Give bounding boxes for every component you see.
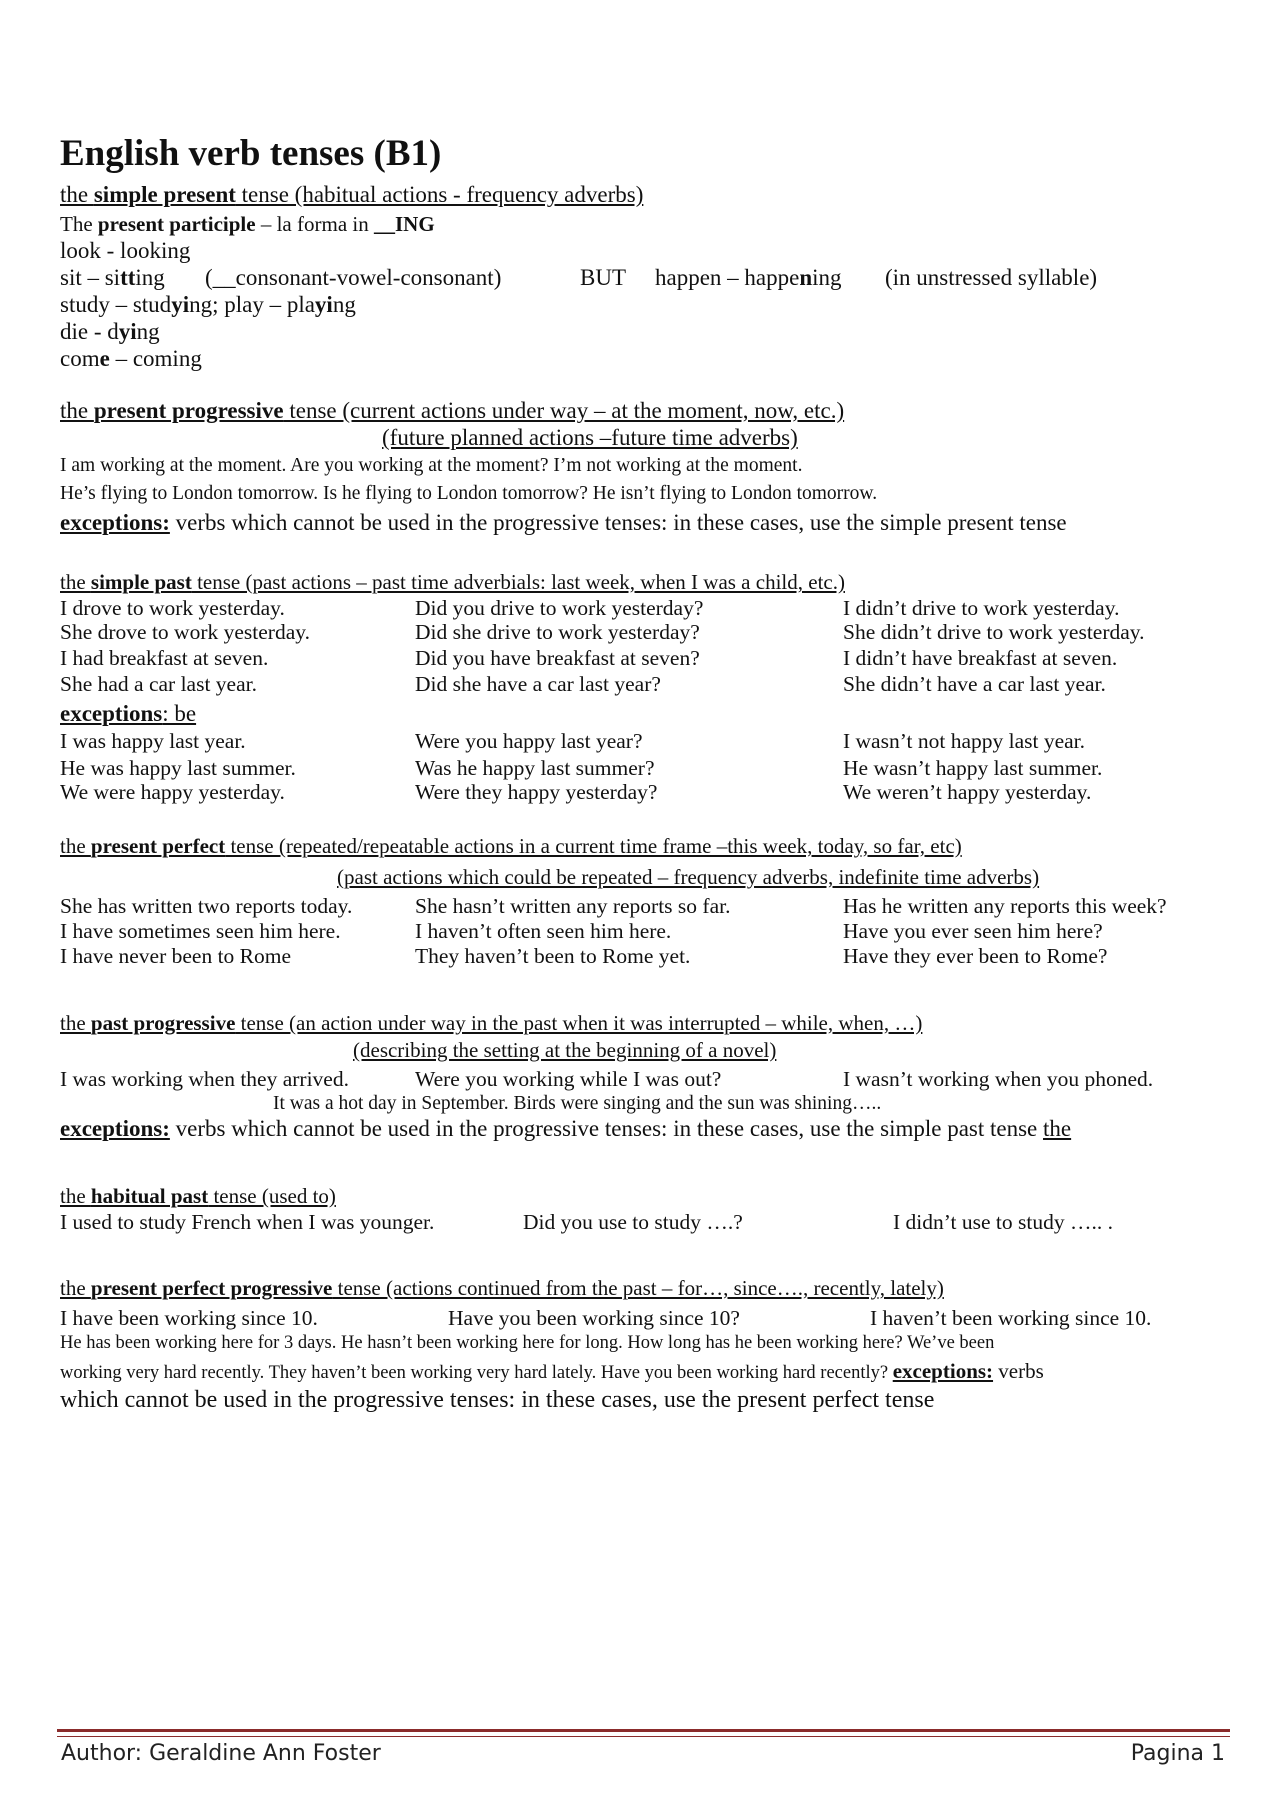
heading-subline: (past actions which could be repeated – frequency adverbs, indefinite time adverbs) — [337, 865, 1040, 889]
paragraph-line — [60, 1359, 1044, 1384]
tense-name: simple present — [93, 182, 236, 207]
document-title: English verb tenses (B1) — [60, 133, 442, 174]
but-word: BUT — [580, 265, 626, 290]
rule-note: (in unstressed syllable) — [885, 265, 1098, 290]
exceptions-text: : be — [162, 701, 197, 726]
habitual-past-heading — [60, 1184, 336, 1208]
novel-example: It was a hot day in September. Birds were singing and the sun was shining….. — [273, 1093, 882, 1114]
negative-cell: I haven’t been working since 10. — [870, 1306, 1152, 1330]
footer-divider — [57, 1729, 1230, 1737]
heading-prefix: the — [60, 834, 91, 858]
heading-description: tense (repeated/repeatable actions in a current time frame –this week, today, so far, etc) — [225, 834, 962, 858]
text: – coming — [109, 346, 202, 371]
footer-author: Author: Geraldine Ann Foster — [61, 1741, 381, 1766]
affirmative-cell: I drove to work yesterday. — [60, 596, 285, 620]
exceptions-label: exceptions: — [892, 1359, 994, 1383]
bold-letters: n — [799, 265, 813, 290]
bold-letters: yi — [118, 319, 137, 344]
tense-name: present progressive — [93, 398, 284, 423]
question-cell: Were you happy last year? — [415, 729, 643, 753]
bold-term: __ING — [373, 212, 435, 236]
question-cell: Have you been working since 10? — [448, 1306, 740, 1330]
heading-description: tense (past actions – past time adverbials: last week, when I was a child, etc.) — [191, 570, 845, 594]
footer-page-number: Pagina 1 — [1130, 1741, 1225, 1766]
question-cell: Were you working while I was out? — [415, 1067, 722, 1091]
question-cell: Have they ever been to Rome? — [843, 944, 1108, 968]
bold-letters: yi — [314, 292, 333, 317]
negative-cell: She didn’t drive to work yesterday. — [843, 620, 1145, 644]
paragraph-line: which cannot be used in the progressive tenses: in these cases, use the present perfect tense — [60, 1387, 935, 1413]
negative-cell: She hasn’t written any reports so far. — [415, 894, 731, 918]
example-line — [60, 292, 356, 318]
tense-name: present perfect — [90, 834, 226, 858]
bold-letters: tt — [120, 265, 136, 290]
affirmative-cell: I have been working since 10. — [60, 1306, 318, 1330]
affirmative-cell: I was working when they arrived. — [60, 1067, 349, 1091]
simple-present-heading — [60, 182, 643, 208]
text: die - d — [60, 319, 119, 344]
past-progressive-heading — [60, 1011, 922, 1035]
simple-past-heading — [60, 570, 845, 594]
question-cell: Was he happy last summer? — [415, 756, 655, 780]
heading-prefix: the — [60, 182, 94, 207]
negative-cell: He wasn’t happy last summer. — [843, 756, 1103, 780]
affirmative-cell: She has written two reports today. — [60, 894, 353, 918]
affirmative-cell: I was happy last year. — [60, 729, 246, 753]
tense-name: simple past — [90, 570, 192, 594]
question-cell: Has he written any reports this week? — [843, 894, 1167, 918]
exceptions-text: verbs which cannot be used in the progressive tenses: in these cases, use the simple past tense — [169, 1116, 1044, 1141]
heading-description: tense (actions continued from the past – for…, since…., recently, lately) — [332, 1276, 944, 1300]
question-cell: Have you ever seen him here? — [843, 919, 1103, 943]
heading-subline: (describing the setting at the beginning of a novel) — [353, 1038, 777, 1062]
negative-cell: I didn’t drive to work yesterday. — [843, 596, 1120, 620]
text: sit – si — [60, 265, 121, 290]
exceptions-line — [60, 1116, 1071, 1142]
question-cell: Did you drive to work yesterday? — [415, 596, 704, 620]
exceptions-line — [60, 701, 196, 727]
affirmative-cell: She had a car last year. — [60, 672, 257, 696]
tense-name: past progressive — [90, 1011, 236, 1035]
example-line — [60, 346, 202, 372]
negative-cell: We weren’t happy yesterday. — [843, 780, 1092, 804]
text: ing — [135, 265, 165, 290]
heading-description: tense (current actions under way – at the moment, now, etc.) — [283, 398, 845, 423]
present-progressive-heading — [60, 398, 844, 424]
negative-cell: She didn’t have a car last year. — [843, 672, 1106, 696]
text: ng — [332, 292, 356, 317]
example-line: He’s flying to London tomorrow. Is he flying to London tomorrow? He isn’t flying to London tomorrow. — [60, 483, 878, 504]
negative-cell: I didn’t use to study ….. . — [893, 1210, 1113, 1234]
text: com — [60, 346, 100, 371]
exceptions-tail: the — [1043, 1116, 1072, 1141]
affirmative-cell: She drove to work yesterday. — [60, 620, 310, 644]
negative-cell: I wasn’t working when you phoned. — [843, 1067, 1154, 1091]
bold-letters: e — [99, 346, 110, 371]
tense-name: present perfect progressive — [90, 1276, 333, 1300]
example-line — [60, 265, 1098, 291]
negative-cell: I wasn’t not happy last year. — [843, 729, 1086, 753]
affirmative-cell: I have never been to Rome — [60, 944, 292, 968]
rule-note: (__consonant-vowel-consonant) — [205, 265, 502, 290]
exceptions-label: exceptions: — [60, 1116, 170, 1141]
present-participle-line — [60, 212, 435, 236]
heading-prefix: the — [60, 1276, 91, 1300]
text: study – stud — [60, 292, 172, 317]
bold-term: present participle — [97, 212, 256, 236]
negative-cell: They haven’t been to Rome yet. — [415, 944, 691, 968]
heading-subline: (future planned actions –future time adverbs) — [382, 425, 798, 450]
bold-letters: yi — [171, 292, 190, 317]
exceptions-label: exceptions — [60, 701, 163, 726]
text: ng; play – pla — [189, 292, 315, 317]
negative-cell: I didn’t have breakfast at seven. — [843, 646, 1118, 670]
paragraph-line: He has been working here for 3 days. He hasn’t been working here for long. How long has he been working here? We’ve been — [60, 1333, 995, 1353]
text: happen – happe — [655, 265, 800, 290]
text: verbs — [993, 1359, 1044, 1383]
affirmative-cell: He was happy last summer. — [60, 756, 296, 780]
heading-description: tense (habitual actions - frequency adverbs) — [235, 182, 644, 207]
counter-example — [655, 265, 842, 291]
heading-prefix: the — [60, 1011, 91, 1035]
affirmative-cell: I used to study French when I was younger. — [60, 1210, 435, 1234]
example-line — [60, 319, 160, 345]
present-perfect-heading — [60, 834, 962, 858]
text: working very hard recently. They haven’t been working very hard lately. Have you been working hard recently? — [60, 1363, 893, 1383]
text: ng — [136, 319, 160, 344]
heading-description: tense (used to) — [208, 1184, 336, 1208]
affirmative-cell: We were happy yesterday. — [60, 780, 285, 804]
exceptions-line — [60, 510, 1067, 536]
question-cell: Did you use to study ….? — [523, 1210, 743, 1234]
question-cell: Did she drive to work yesterday? — [415, 620, 700, 644]
heading-prefix: the — [60, 1184, 91, 1208]
present-perfect-progressive-heading — [60, 1276, 944, 1300]
heading-description: tense (an action under way in the past when it was interrupted – while, when, …) — [235, 1011, 923, 1035]
tense-name: habitual past — [90, 1184, 209, 1208]
text: – la forma in — [255, 212, 374, 236]
exceptions-label: exceptions: — [60, 510, 170, 535]
question-cell: Did she have a car last year? — [415, 672, 661, 696]
heading-prefix: the — [60, 398, 94, 423]
exceptions-text: verbs which cannot be used in the progressive tenses: in these cases, use the simple present tense — [169, 510, 1067, 535]
example-line: I am working at the moment. Are you working at the moment? I’m not working at the moment. — [60, 455, 803, 476]
affirmative-cell: I had breakfast at seven. — [60, 646, 269, 670]
negative-cell: I haven’t often seen him here. — [415, 919, 672, 943]
affirmative-cell: I have sometimes seen him here. — [60, 919, 341, 943]
text: The — [60, 212, 98, 236]
example-line: look - looking — [60, 238, 191, 263]
question-cell: Were they happy yesterday? — [415, 780, 658, 804]
heading-prefix: the — [60, 570, 91, 594]
question-cell: Did you have breakfast at seven? — [415, 646, 700, 670]
text: ing — [812, 265, 842, 290]
